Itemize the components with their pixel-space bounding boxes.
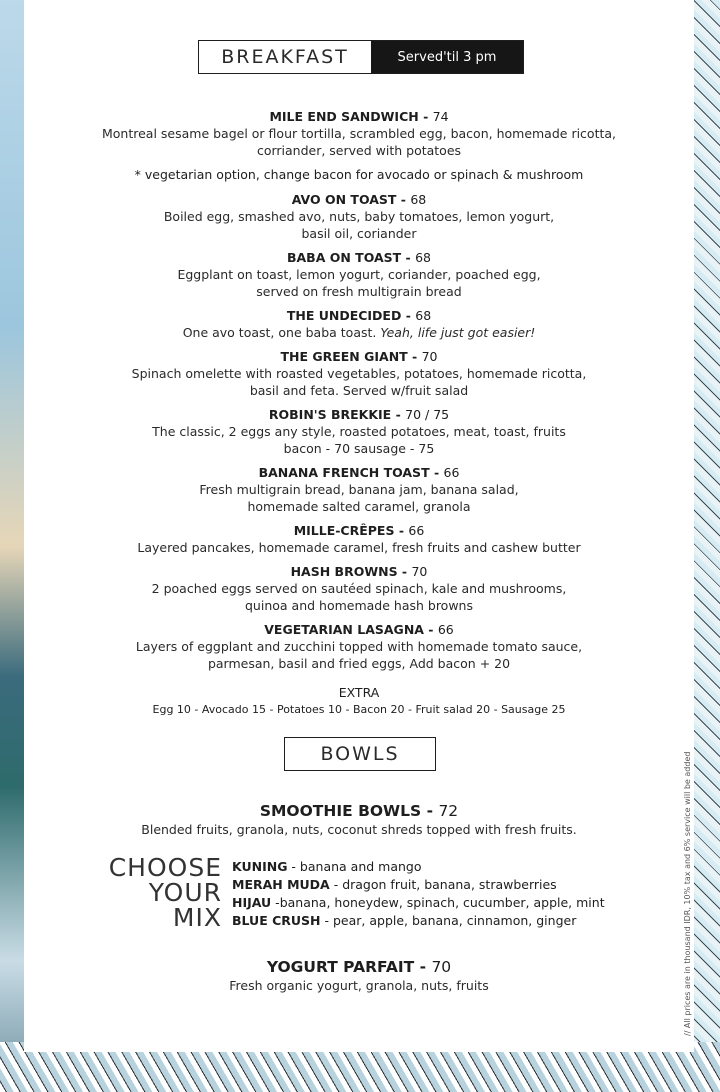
item-desc: Layers of eggplant and zucchini topped with homemade tomato sauce, bbox=[135, 639, 583, 654]
item-price: 70 bbox=[431, 958, 452, 976]
item-name: HASH BROWNS bbox=[290, 564, 398, 579]
item-desc: 2 poached eggs served on sautéed spinach, kale and mushrooms, bbox=[151, 581, 567, 596]
menu-item: BABA ON TOAST - 68 Eggplant on toast, lemon yogurt, coriander, poached egg, served on fresh multigrain bread bbox=[24, 249, 694, 300]
extras-section bbox=[24, 684, 694, 718]
section-title-breakfast: BREAKFAST bbox=[221, 46, 349, 68]
extras-title: EXTRA bbox=[338, 685, 380, 700]
mix-option: HIJAU -banana, honeydew, spinach, cucumber, apple, mint bbox=[232, 895, 605, 910]
mix-options bbox=[232, 858, 632, 930]
menu-item: THE UNDECIDED - 68 One avo toast, one baba toast. Yeah, life just got easier! bbox=[182, 308, 536, 340]
item-name: AVO ON TOAST bbox=[291, 192, 397, 207]
item-price: 68 bbox=[415, 308, 432, 323]
background-illustration-right bbox=[690, 0, 720, 1092]
breakfast-items bbox=[24, 108, 694, 679]
mix-name: MERAH MUDA bbox=[232, 877, 330, 892]
menu-item: MILLE-CRÊPES - 66 Layered pancakes, homemade caramel, fresh fruits and cashew butter bbox=[24, 522, 694, 556]
menu-page bbox=[24, 0, 694, 1052]
item-price: 66 bbox=[408, 523, 425, 538]
item-desc: Spinach omelette with roasted vegetables, potatoes, homemade ricotta, bbox=[131, 366, 587, 381]
item-desc: served on fresh multigrain bread bbox=[256, 284, 462, 299]
section-title-bowls: BOWLS bbox=[284, 737, 436, 771]
item-name: MILE END SANDWICH bbox=[269, 109, 419, 124]
mix-name: HIJAU bbox=[232, 895, 272, 910]
served-until-note: Served'til 3 pm bbox=[371, 41, 523, 73]
item-desc: parmesan, basil and fried eggs, Add bacon + 20 bbox=[207, 656, 511, 671]
item-desc: basil and feta. Served w/fruit salad bbox=[249, 383, 469, 398]
item-desc: basil oil, coriander bbox=[301, 226, 417, 241]
pricing-footnote: // All prices are in thousand IDR, 10% tax and 6% service will be added bbox=[683, 751, 692, 1036]
item-name: ROBIN'S BREKKIE bbox=[268, 407, 392, 422]
mix-name: KUNING bbox=[232, 859, 288, 874]
smoothie-bowls-item: SMOOTHIE BOWLS - 72 Blended fruits, granola, nuts, coconut shreds topped with fresh fruits. bbox=[24, 801, 694, 838]
item-desc: One avo toast, one baba toast. bbox=[182, 325, 377, 340]
menu-item: BANANA FRENCH TOAST - 66 Fresh multigrain bread, banana jam, banana salad, homemade salted caramel, granola bbox=[24, 464, 694, 515]
choose-line: CHOOSE bbox=[108, 853, 222, 882]
extras-list: Egg 10 - Avocado 15 - Potatoes 10 - Bacon 20 - Fruit salad 20 - Sausage 25 bbox=[152, 703, 566, 716]
item-price: 68 bbox=[415, 250, 432, 265]
item-name: MILLE-CRÊPES bbox=[293, 523, 395, 538]
item-price: 74 bbox=[432, 109, 449, 124]
menu-item: VEGETARIAN LASAGNA - 66 Layers of eggplant and zucchini topped with homemade tomato sauce, parmesan, basil and fried eggs, Add bacon + 20 bbox=[24, 621, 694, 672]
item-price: 68 bbox=[410, 192, 427, 207]
item-desc-italic: Yeah, life just got easier! bbox=[380, 325, 536, 340]
choose-your-mix-title bbox=[96, 855, 222, 930]
item-desc: Layered pancakes, homemade caramel, fresh fruits and cashew butter bbox=[137, 540, 581, 555]
item-desc: Fresh multigrain bread, banana jam, banana salad, bbox=[199, 482, 519, 497]
item-price: 66 bbox=[437, 622, 454, 637]
breakfast-header bbox=[198, 40, 524, 74]
item-name: VEGETARIAN LASAGNA bbox=[264, 622, 424, 637]
yogurt-parfait-item: YOGURT PARFAIT - 70 Fresh organic yogurt, granola, nuts, fruits bbox=[24, 957, 694, 994]
mix-desc: banana and mango bbox=[299, 859, 422, 874]
item-price: 70 bbox=[411, 564, 428, 579]
item-name: THE UNDECIDED bbox=[286, 308, 402, 323]
item-price: 70 / 75 bbox=[405, 407, 450, 422]
item-name: THE GREEN GIANT bbox=[280, 349, 408, 364]
mix-option: KUNING - banana and mango bbox=[232, 859, 422, 874]
item-desc: The classic, 2 eggs any style, roasted potatoes, meat, toast, fruits bbox=[152, 424, 566, 439]
menu-item: AVO ON TOAST - 68 Boiled egg, smashed avo, nuts, baby tomatoes, lemon yogurt, basil oil, coriander bbox=[24, 191, 694, 242]
item-price: 66 bbox=[443, 465, 460, 480]
item-desc: quinoa and homemade hash browns bbox=[245, 598, 473, 613]
mix-desc: pear, apple, banana, cinnamon, ginger bbox=[332, 913, 577, 928]
choose-line: YOUR bbox=[148, 878, 222, 907]
mix-option: BLUE CRUSH - pear, apple, banana, cinnamon, ginger bbox=[232, 913, 577, 928]
item-desc: Blended fruits, granola, nuts, coconut shreds topped with fresh fruits. bbox=[141, 822, 577, 837]
mix-desc: banana, honeydew, spinach, cucumber, apple, mint bbox=[279, 895, 605, 910]
item-name: YOGURT PARFAIT bbox=[266, 958, 415, 976]
mix-desc: dragon fruit, banana, strawberries bbox=[342, 877, 557, 892]
item-desc: bacon - 70 sausage - 75 bbox=[283, 441, 435, 456]
item-name: BABA ON TOAST bbox=[286, 250, 402, 265]
item-name: SMOOTHIE BOWLS bbox=[259, 802, 422, 820]
mix-name: BLUE CRUSH bbox=[232, 913, 321, 928]
item-desc: Eggplant on toast, lemon yogurt, coriander, poached egg, bbox=[177, 267, 541, 282]
menu-item: ROBIN'S BREKKIE - 70 / 75 The classic, 2 eggs any style, roasted potatoes, meat, toast, fruits bacon - 70 sausage - 75 bbox=[24, 406, 694, 457]
item-desc: Fresh organic yogurt, granola, nuts, fruits bbox=[229, 978, 489, 993]
vegetarian-note: * vegetarian option, change bacon for avocado or spinach & mushroom bbox=[134, 167, 584, 182]
item-desc: homemade salted caramel, granola bbox=[247, 499, 471, 514]
choose-line: MIX bbox=[172, 903, 222, 932]
mix-option: MERAH MUDA - dragon fruit, banana, strawberries bbox=[232, 877, 557, 892]
item-name: BANANA FRENCH TOAST bbox=[258, 465, 430, 480]
item-price: 70 bbox=[421, 349, 438, 364]
menu-item: HASH BROWNS - 70 2 poached eggs served on sautéed spinach, kale and mushrooms, quinoa and homemade hash browns bbox=[24, 563, 694, 614]
item-desc: Boiled egg, smashed avo, nuts, baby tomatoes, lemon yogurt, bbox=[163, 209, 555, 224]
item-desc: Montreal sesame bagel or flour tortilla, scrambled egg, bacon, homemade ricotta, bbox=[101, 126, 617, 141]
item-price: 72 bbox=[438, 802, 459, 820]
menu-item: MILE END SANDWICH - 74 Montreal sesame bagel or flour tortilla, scrambled egg, bacon, homemade ricotta, corriander, served with potatoes bbox=[24, 108, 694, 159]
item-desc: corriander, served with potatoes bbox=[256, 143, 462, 158]
menu-item: THE GREEN GIANT - 70 Spinach omelette with roasted vegetables, potatoes, homemade ricotta, basil and feta. Served w/fruit salad bbox=[24, 348, 694, 399]
